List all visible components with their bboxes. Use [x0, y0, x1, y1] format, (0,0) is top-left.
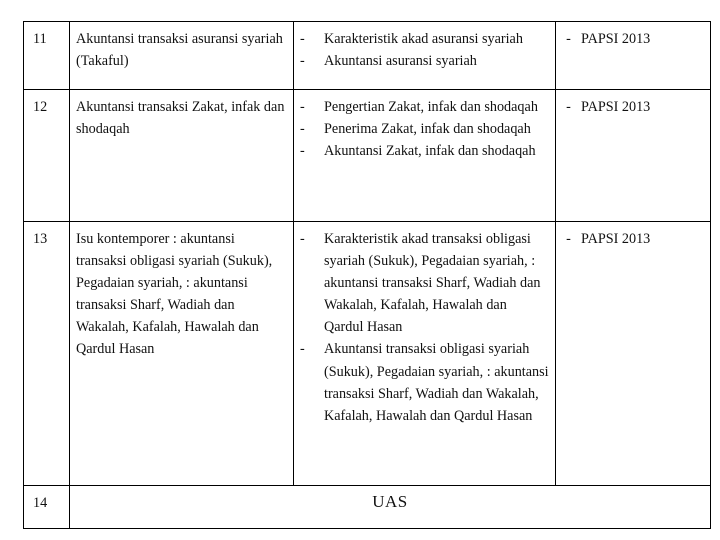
reference-cell [556, 90, 711, 222]
point-dash: - [300, 121, 305, 138]
row-number: 13 [24, 222, 70, 486]
point-text: Akuntansi transaksi obligasi syariah (Sukuk), Pegadaian syariah, : akuntansi transaksi Sharf, Wadiah dan Wakalah, Kafalah, Hawalah dan Qardul Hasan [324, 341, 549, 424]
reference-text: PAPSI 2013 [581, 31, 651, 47]
reference-dash: - [566, 99, 571, 115]
table-row [24, 222, 711, 486]
points-cell [294, 22, 556, 90]
point-text: Karakteristik akad transaksi obligasi syariah (Sukuk), Pegadaian syariah, : akuntansi transaksi Sharf, Wadiah dan Wakalah, Kafalah, Hawalah dan Qardul Hasan [324, 231, 541, 336]
table-row [24, 486, 711, 529]
point-item [300, 118, 549, 140]
row-number: 14 [24, 486, 70, 529]
point-item [300, 140, 549, 162]
topic-cell: Akuntansi transaksi Zakat, infak dan shodaqah [70, 90, 294, 222]
reference-text: PAPSI 2013 [581, 99, 651, 115]
point-dash: - [300, 341, 305, 358]
syllabus-table [23, 21, 711, 529]
reference-cell [556, 22, 711, 90]
point-text: Akuntansi asuransi syariah [324, 53, 477, 70]
point-text: Akuntansi Zakat, infak dan shodaqah [324, 143, 536, 160]
points-cell [294, 90, 556, 222]
table-row [24, 90, 711, 222]
reference-dash: - [566, 231, 571, 247]
reference-cell [556, 222, 711, 486]
point-dash: - [300, 99, 305, 115]
reference-line [556, 96, 704, 118]
reference-line [556, 28, 704, 50]
row-number: 12 [24, 90, 70, 222]
point-item [300, 338, 549, 426]
point-item [300, 28, 549, 50]
point-dash: - [300, 53, 305, 70]
point-dash: - [300, 143, 305, 160]
reference-dash: - [566, 31, 571, 47]
point-item [300, 50, 549, 72]
point-text: Pengertian Zakat, infak dan shodaqah [324, 99, 538, 115]
row-number: 11 [24, 22, 70, 90]
points-cell [294, 222, 556, 486]
point-text: Karakteristik akad asuransi syariah [324, 31, 523, 47]
topic-cell: Isu kontemporer : akuntansi transaksi obligasi syariah (Sukuk), Pegadaian syariah, : akuntansi transaksi Sharf, Wadiah dan Wakalah, Kafalah, Hawalah dan Qardul Hasan [70, 222, 294, 486]
point-item [300, 228, 549, 338]
exam-label: UAS [70, 486, 711, 529]
point-item [300, 96, 549, 118]
point-dash: - [300, 231, 305, 247]
topic-cell: Akuntansi transaksi asuransi syariah (Takaful) [70, 22, 294, 90]
point-text: Penerima Zakat, infak dan shodaqah [324, 121, 531, 138]
reference-text: PAPSI 2013 [581, 231, 651, 247]
table-row [24, 22, 711, 90]
point-dash: - [300, 31, 305, 47]
reference-line [556, 228, 704, 250]
